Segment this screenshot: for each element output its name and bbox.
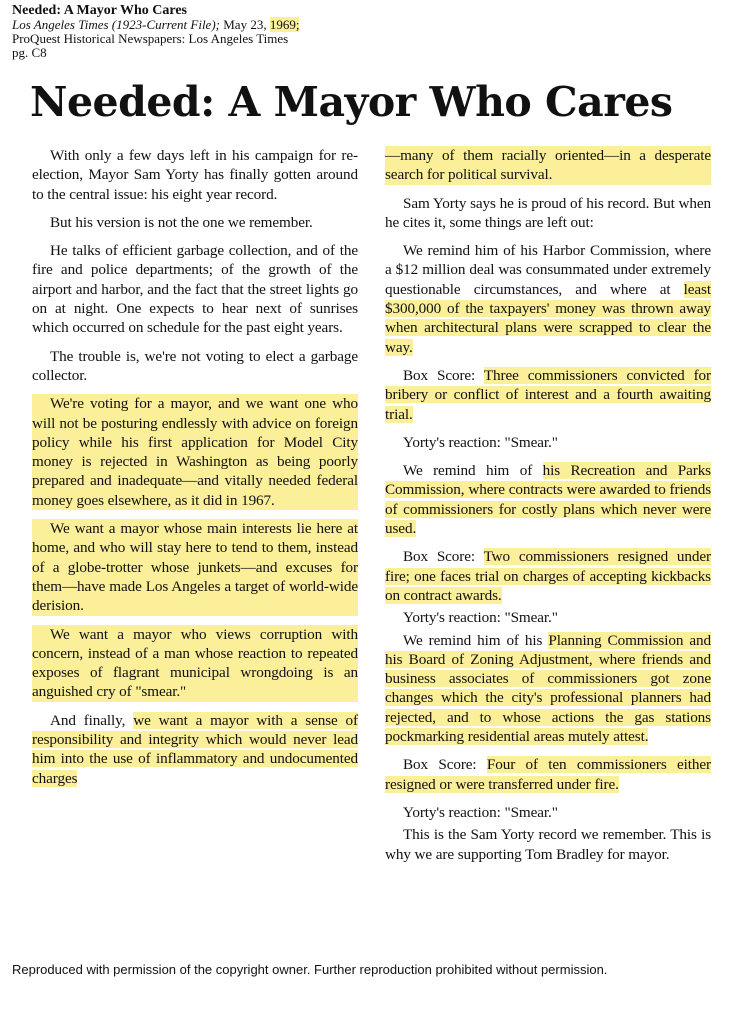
paragraph-highlighted: —many of them racially oriented—in a desperate search for political survival. bbox=[385, 147, 711, 184]
paragraph bbox=[385, 241, 711, 357]
citation-block bbox=[12, 3, 712, 60]
paragraph-lead: We remind him of his bbox=[403, 631, 549, 649]
citation-database: ProQuest Historical Newspapers: Los Angeles Times bbox=[12, 31, 289, 46]
paragraph bbox=[32, 711, 358, 788]
paragraph-highlighted: We want a mayor whose main interests lie here at home, and who will stay here to tend to them, instead of a globe-trotter whose junkets—and excuses for them—have made Los Angeles a target of world-wide derision. bbox=[32, 520, 358, 615]
paragraph: This is the Sam Yorty record we remember. This is why we are supporting Tom Bradley for mayor. bbox=[385, 826, 711, 863]
box-score-label: Box Score: bbox=[403, 548, 484, 566]
highlighted-text: we want a mayor with a sense of responsibility and integrity which would never lead him into the use of inflammatory and undocumented charges bbox=[32, 711, 358, 787]
highlighted-text: least $300,000 of the taxpayers' money was thrown away when architectural plans were scrapped to clear the way. bbox=[385, 280, 711, 356]
citation-source-line bbox=[12, 18, 712, 32]
paragraph bbox=[385, 366, 711, 424]
article-column-right bbox=[385, 146, 711, 873]
paragraph: Yorty's reaction: "Smear." bbox=[403, 803, 558, 821]
article-column-left bbox=[32, 146, 358, 797]
box-score-label: Box Score: bbox=[403, 366, 484, 384]
paragraph: Yorty's reaction: "Smear." bbox=[403, 433, 558, 451]
paragraph-lead: And finally, bbox=[50, 711, 134, 729]
citation-page: pg. C8 bbox=[12, 45, 47, 60]
highlighted-text: Three commissioners convicted for bribery or conflict of interest and a fourth awaiting trial. bbox=[385, 366, 711, 423]
box-score-label: Box Score: bbox=[403, 756, 487, 774]
paragraph bbox=[385, 461, 711, 538]
highlighted-text: Four of ten commissioners either resigned or were transferred under fire. bbox=[385, 756, 711, 793]
article-headline: Needed: A Mayor Who Cares bbox=[30, 78, 673, 126]
copyright-footer: Reproduced with permission of the copyright owner. Further reproduction prohibited without permission. bbox=[12, 962, 608, 977]
highlighted-text: Two commissioners resigned under fire; one faces trial on charges of accepting kickbacks on contract awards. bbox=[385, 548, 711, 604]
paragraph: Yorty's reaction: "Smear." bbox=[403, 609, 558, 627]
paragraph-lead: We remind him of his Harbor Commission, where a $12 million deal was consummated under extremely questionable circumstances, and where at bbox=[385, 242, 711, 298]
paragraph: The trouble is, we're not voting to elect a garbage collector. bbox=[32, 347, 358, 384]
paragraph bbox=[385, 547, 711, 605]
paragraph-highlighted: We're voting for a mayor, and we want one who will not be posturing endlessly with advice on foreign policy while his first application for Model City money is rejected in Washington as being poorly prepared and inadequate—and vitally needed federal money goes elsewhere, as it did in 1967. bbox=[32, 395, 358, 509]
paragraph bbox=[385, 631, 711, 747]
paragraph: But his version is not the one we remember. bbox=[50, 213, 313, 231]
paragraph: He talks of efficient garbage collection, and of the fire and police departments; of the growth of the airport and harbor, and the fact that the street lights go on at night. One expects to hear next of sunrises which occurred on schedule for the past eight years. bbox=[32, 242, 358, 337]
paragraph: Sam Yorty says he is proud of his record. But when he cites it, some things are left out: bbox=[385, 194, 711, 231]
citation-year: 1969; bbox=[269, 17, 300, 32]
citation-source: Los Angeles Times (1923-Current File); bbox=[12, 17, 220, 32]
highlighted-text: his Recreation and Parks Commission, where contracts were awarded to friends of commissioners for costly plans which never were used. bbox=[385, 462, 711, 538]
paragraph bbox=[385, 755, 711, 794]
citation-title: Needed: A Mayor Who Cares bbox=[12, 3, 187, 18]
highlighted-text: Planning Commission and his Board of Zoning Adjustment, where friends and business associates of commissioners got zone changes which the city's professional planners had rejected, and to whose actions the gas stations pockmarking residential areas mutely attest. bbox=[385, 631, 711, 746]
citation-date: May 23, bbox=[220, 17, 270, 32]
paragraph-lead: We remind him of bbox=[403, 462, 543, 480]
paragraph: With only a few days left in his campaign for re-election, Mayor Sam Yorty has finally gotten around to the central issue: his eight year record. bbox=[32, 147, 358, 203]
paragraph-highlighted: We want a mayor who views corruption with concern, instead of a man whose reaction to repeated exposes of flagrant municipal wrongdoing is an anguished cry of "smear." bbox=[32, 625, 358, 701]
